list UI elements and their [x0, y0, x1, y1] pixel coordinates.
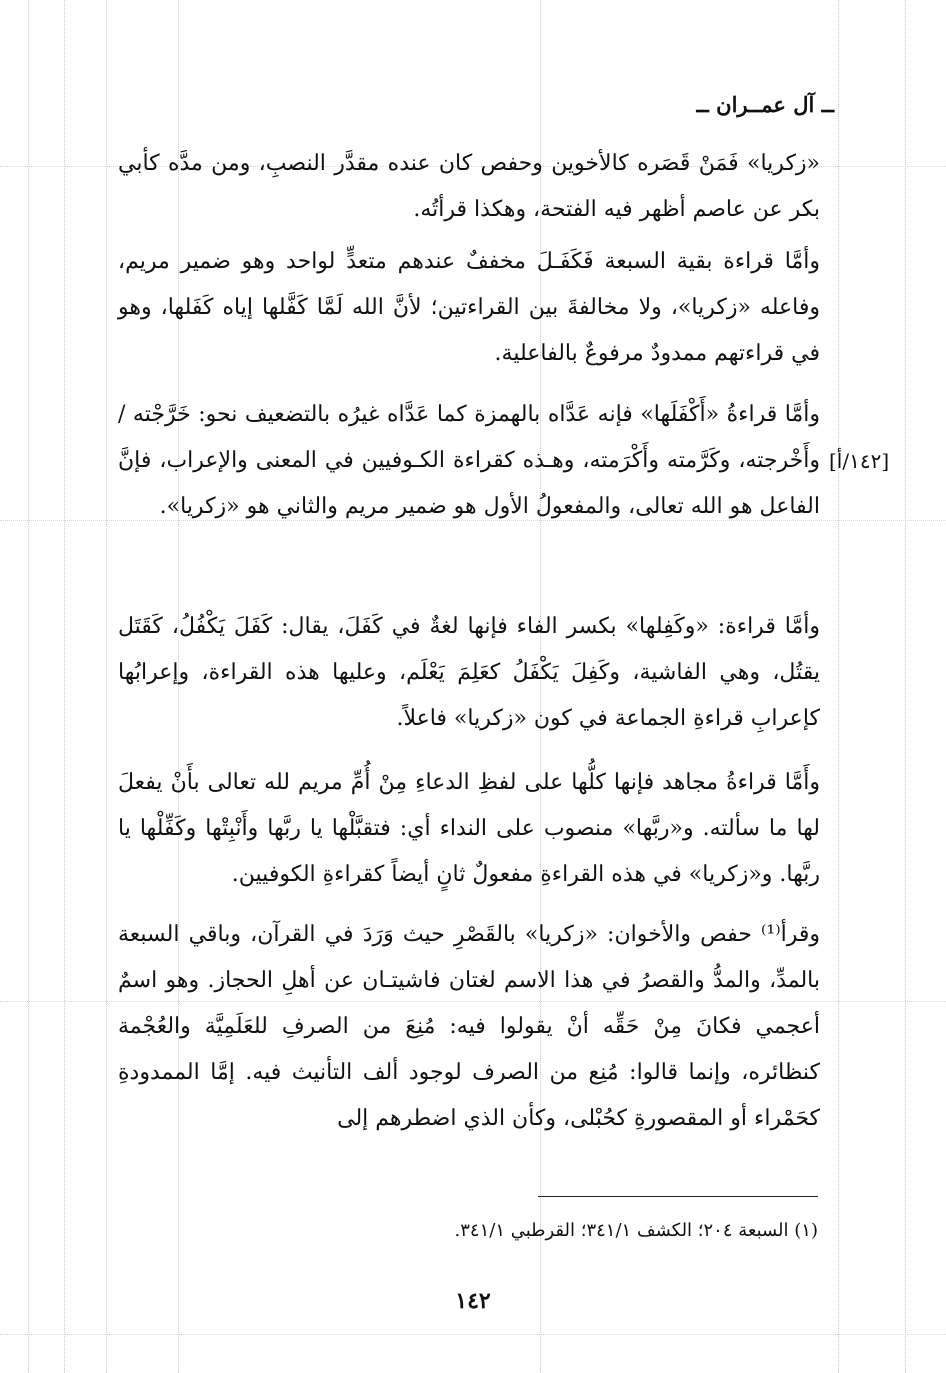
scan-guide-line [0, 1334, 946, 1335]
paragraph-text: وأمَّا قراءة: «وكَفِلها» بكسر الفاء فإنها لغةٌ في كَفَلَ، يقال: كَفَلَ يَكْفُلُ، كَقَتَل يقتُل، وهي الفاشية، وكَفِلَ يَكْفَلُ كعَلِمَ يَعْلَم، وعليها هذه القراءة، وإعرابُها كإعرابِ قراءةِ الجماعة في كون «زكريا» فاعلاً. [118, 614, 820, 731]
paragraph-text: وأمَّا قراءة بقية السبعة فَكَفَـلَ مخففٌ عندهم متعدٍّ لواحد وهو ضمير مريم، وفاعله «زكريا»، ولا مخالفةَ بين القراءتين؛ لأنَّ الله لَمَّا كَفَّلها إياه كَفَلها، وهو في قراءتهم ممدودٌ مرفوعٌ بالفاعلية. [118, 249, 820, 366]
body-paragraph [118, 760, 820, 898]
scan-guide-line [64, 0, 65, 1373]
body-paragraph [118, 604, 820, 742]
body-paragraph [118, 141, 820, 233]
paragraph-text: وأمَّا قراءةُ «أَكْفَلَها» فإنه عَدَّاه بالهمزة كما عَدَّاه غيرُه بالتضعيف نحو: خَرَّجْته / وأَخْرجته، وكَرَّمته وأَكْرَمته، وهـذه كقراءة الكـوفيين في المعنى والإعراب، فإنَّ الفاعل هو الله تعالى، والمفعولُ الأول هو ضمير مريم والثاني هو «زكريا». [118, 402, 820, 519]
scan-guide-line [28, 0, 29, 1373]
body-paragraph [118, 239, 820, 377]
paragraph-text: وأَمَّا قراءةُ مجاهد فإنها كلُّها على لفظِ الدعاءِ مِنْ أُمِّ مريم لله تعالى بأَنْ يفعلَ لها ما سألته. و«ربَّها» منصوب على النداء أي: فتقبَّلْها يا ربَّها وأَنْبِتْها وكَفِّلْها يا ربَّها. و«زكريا» في هذه القراءةِ مفعولٌ ثانٍ أيضاً كقراءةِ الكوفيين. [118, 770, 820, 887]
scan-guide-line [106, 0, 107, 1373]
paragraph-text: وقرأ⁽¹⁾ حفص والأخوان: «زكريا» بالقَصْرِ حيث وَرَدَ في القرآن، وباقي السبعة بالمدِّ، والمدُّ والقصرُ في هذا الاسم لغتان فاشيتـان عن أهلِ الحجاز. وهو اسمٌ أعجمي فكانَ مِنْ حَقِّه أنْ يقولوا فيه: مُنِعَ من الصرفِ للعَلَمِيَّة والعُجْمة كنظائره، وإنما قالوا: مُنِع من الصرف لوجود ألف التأنيث فيه. إمَّا الممدودةِ كحَمْراء أو المقصورةِ كحُبْلى، وكأن الذي اضطرهم إلى [118, 922, 820, 1131]
body-paragraph [118, 912, 820, 1142]
page-number: ١٤٢ [455, 1288, 491, 1314]
footnote: (١) السبعة ٢٠٤؛ الكشف ٣٤١/١؛ القرطبي ٣٤١/١. [454, 1220, 818, 1241]
scan-guide-line [905, 0, 906, 1373]
footnote-separator [538, 1196, 818, 1197]
body-paragraph [118, 392, 820, 530]
running-header: ــ آل عمــران ــ [696, 92, 834, 117]
paragraph-text: «زكريا» فَمَنْ قَصَره كالأخوين وحفص كان عنده مقدَّر النصبِ، ومن مدَّه كأبي بكر عن عاصم أظهر فيه الفتحة، وهكذا قرأتُه. [118, 151, 820, 222]
manuscript-folio-marker: [١٤٢/أ] [829, 449, 890, 473]
scan-guide-line [838, 0, 839, 1373]
